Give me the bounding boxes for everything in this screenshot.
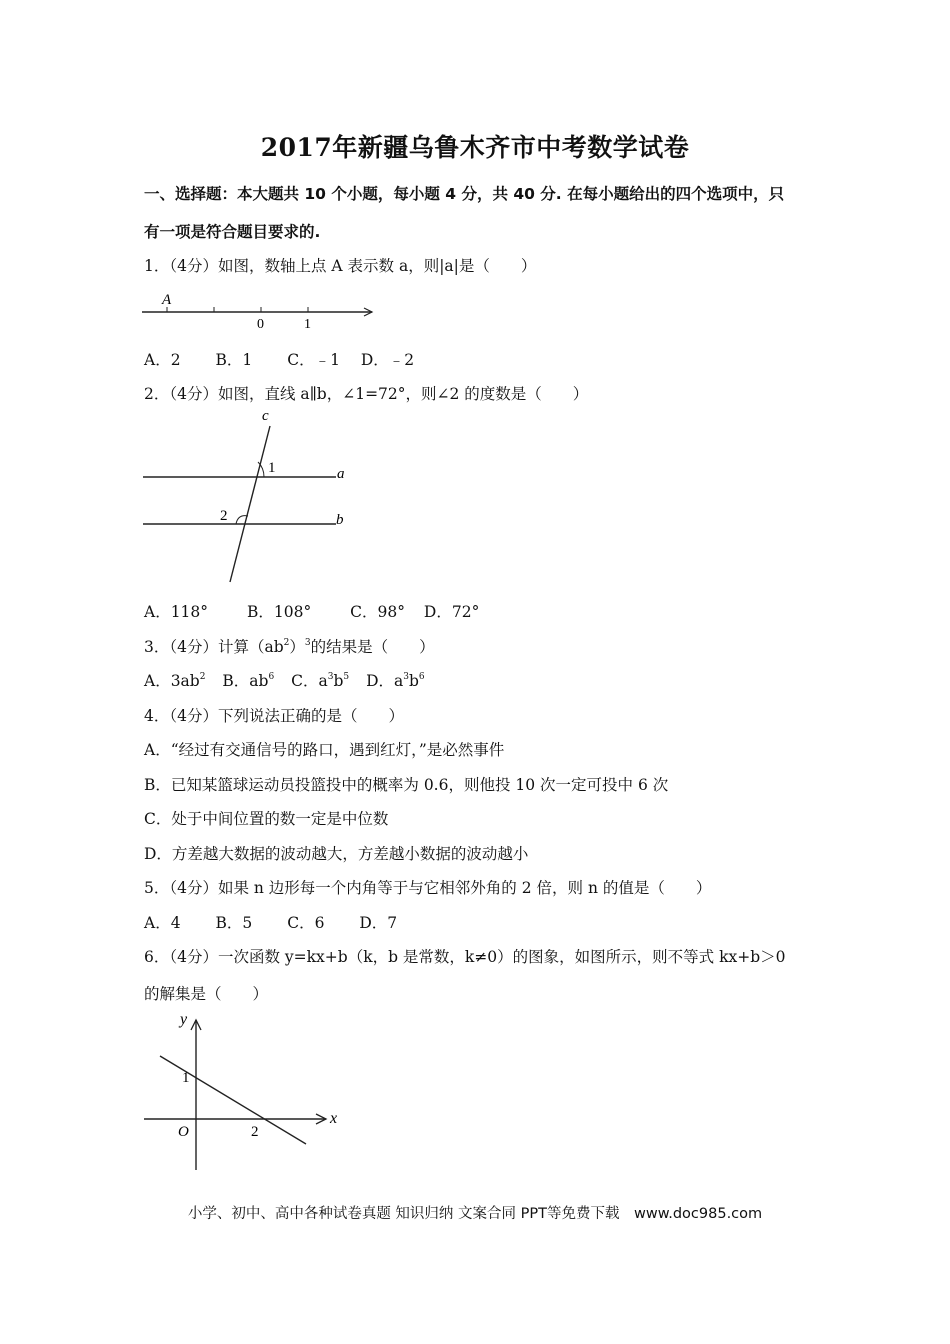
question-2-options	[144, 602, 479, 622]
one-label: 1	[304, 317, 311, 332]
q3-option-c: C．$a^3b^5$	[291, 672, 350, 690]
line-c-label: c	[262, 408, 269, 424]
q4-option-a: A．“经过有交通信号的路口，遇到红灯，”是必然事件	[144, 741, 505, 759]
line-b-label: b	[336, 512, 344, 528]
q2-option-d: D．72°	[423, 603, 480, 621]
point-a-label: A	[162, 292, 172, 308]
q5-option-b: B．5	[215, 914, 253, 932]
question-6-stem-line2: 的解集是（ ）	[144, 985, 269, 1003]
question-4-stem: 4．（4分）下列说法正确的是（ ）	[144, 707, 404, 725]
zero-label: 0	[257, 317, 264, 332]
line-c	[230, 426, 270, 582]
question-5-options	[144, 913, 397, 933]
q2-option-b: B．108°	[246, 603, 312, 621]
question-6-stem-line1: 6．（4分）一次函数 y=kx+b（k，b 是常数，k≠0）的图象，如图所示，则不等式 kx+b＞0	[144, 948, 786, 966]
y-intercept-label: 1	[182, 1070, 190, 1086]
q3-stem-sup2: 3	[304, 638, 311, 648]
q5-option-c: C．6	[287, 914, 325, 932]
q3-stem-mid: ）	[289, 638, 305, 656]
q4-option-d: D．方差越大数据的波动越大，方差越小数据的波动越小	[144, 845, 529, 863]
angle-2-label: 2	[220, 508, 228, 524]
question-2-stem: 2．（4分）如图，直线 a∥b，∠1=72°，则∠2 的度数是（ ）	[144, 385, 589, 403]
q4-option-b: B．已知某篮球运动员投篮投中的概率为 0.6，则他投 10 次一定可投中 6 次	[144, 776, 669, 794]
number-line-figure	[140, 284, 380, 332]
question-5-stem: 5．（4分）如果 n 边形每一个内角等于与它相邻外角的 2 倍，则 n 的值是（ ）	[144, 879, 712, 897]
footer-text: 小学、初中、高中各种试卷真题 知识归纳 文案合同 PPT等免费下载 www.doc985.com	[187, 1206, 763, 1222]
q5-option-a: A．4	[144, 914, 181, 932]
q3-stem-post: 的结果是（ ）	[310, 638, 435, 656]
q1-option-b: B．1	[215, 351, 253, 369]
x-axis-label: x	[330, 1110, 338, 1127]
question-3-stem	[144, 637, 435, 657]
origin-label: O	[178, 1124, 189, 1140]
section-heading-line2: 有一项是符合题目要求的.	[144, 223, 321, 241]
q3-option-a: A．$3ab^2$	[144, 672, 206, 690]
q3-stem-pre: 3．（4分）计算（ab	[144, 638, 284, 656]
page-title: 2017年新疆乌鲁木齐市中考数学试卷	[260, 133, 690, 162]
y-axis-label: y	[180, 1011, 188, 1028]
question-1-options	[144, 350, 414, 370]
q4-option-c: C．处于中间位置的数一定是中位数	[144, 810, 389, 828]
q5-option-d: D．7	[359, 914, 398, 932]
q1-option-d: D．﹣2	[360, 351, 415, 369]
x-intercept-label: 2	[251, 1124, 259, 1140]
line-a-label: a	[337, 466, 345, 482]
section-heading-line1: 一、选择题：本大题共 10 个小题，每小题 4 分，共 40 分. 在每小题给出的四个选项中，只	[144, 185, 785, 203]
q1-option-c: C．﹣1	[287, 351, 340, 369]
q1-option-a: A．2	[144, 351, 181, 369]
question-3-options	[144, 671, 425, 691]
q3-option-d: D．$a^3b^6$	[366, 672, 425, 690]
q2-option-a: A．118°	[144, 603, 209, 621]
q3-option-b: B．$ab^6$	[222, 672, 275, 690]
parallel-lines-figure	[140, 406, 360, 586]
question-1-stem: 1．（4分）如图，数轴上点 A 表示数 a，则|a|是（ ）	[144, 257, 537, 275]
q3-stem-sup1: 2	[283, 638, 290, 648]
angle-1-label: 1	[268, 460, 276, 476]
linear-function-graph	[140, 1008, 350, 1178]
q2-option-c: C．98°	[350, 603, 405, 621]
